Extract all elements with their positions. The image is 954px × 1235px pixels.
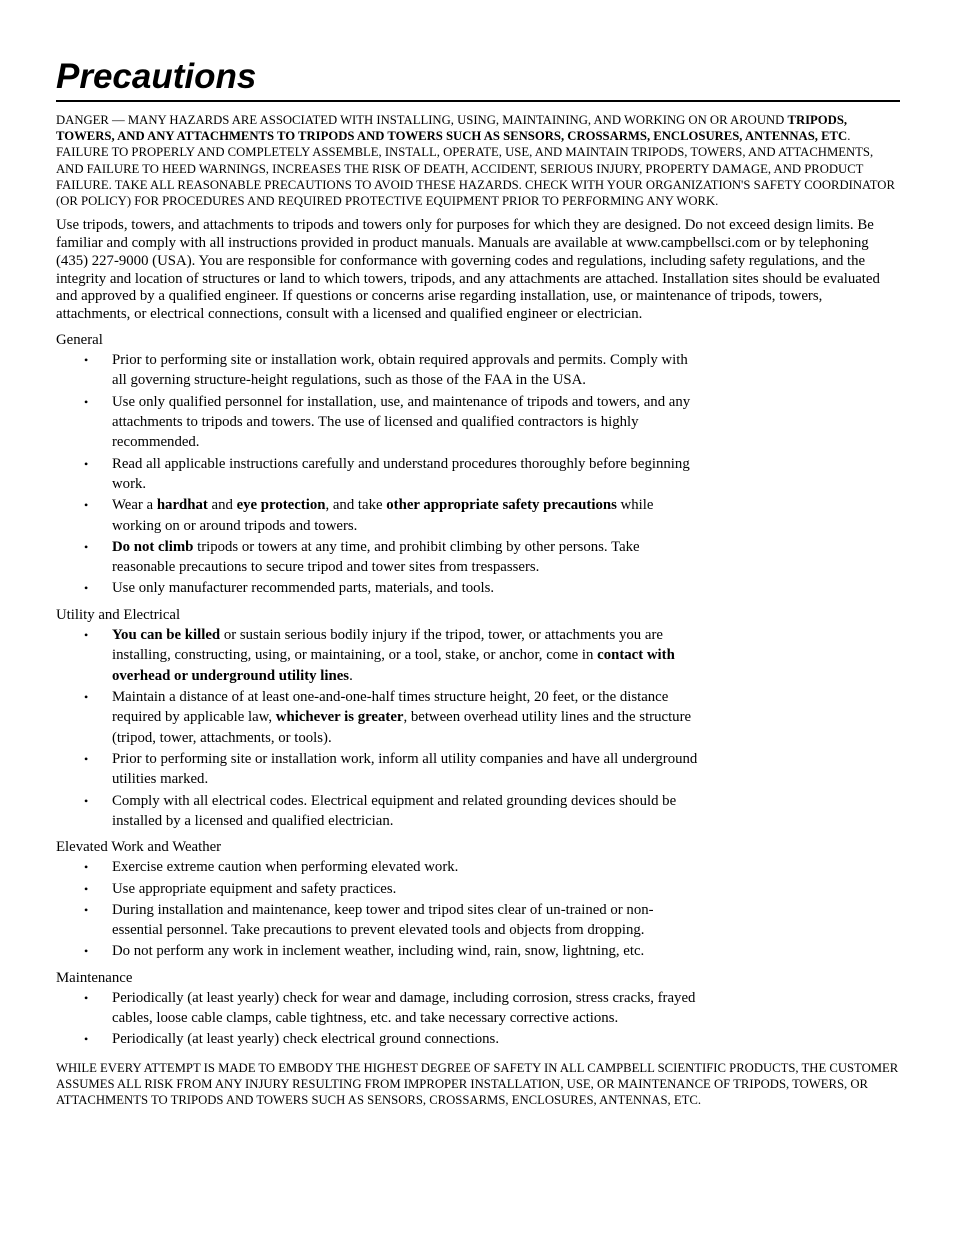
list-item [56, 392, 704, 453]
list-item [56, 749, 704, 790]
list-item [56, 941, 704, 961]
list-item-text: Read all applicable instructions carefully and understand procedures thoroughly before beginning work. [112, 455, 690, 493]
list-item [56, 879, 704, 899]
list-item [56, 537, 704, 578]
section-heading: Utility and Electrical [56, 606, 181, 623]
danger-text-start: DANGER — MANY HAZARDS ARE ASSOCIATED WITH INSTALLING, USING, MAINTAINING, AND WORKING ON OR AROUND [56, 113, 788, 127]
emphasis-do-not-climb: Do not climb [112, 538, 194, 555]
list-item [56, 578, 704, 598]
list-item [56, 1029, 704, 1049]
bullet-icon: • [84, 394, 89, 409]
bullet-list [56, 350, 704, 599]
list-item-text: Use only manufacturer recommended parts, materials, and tools. [112, 580, 495, 597]
list-item-text: tripods or towers at any time, and prohibit climbing by other persons. Take reasonable precautions to secure tripod and tower sites from trespassers. [112, 538, 640, 576]
bullet-icon: • [84, 689, 89, 704]
bullet-icon: • [84, 1032, 89, 1047]
list-item [56, 454, 704, 495]
emphasis-utility-lines: contact with overhead or underground utility lines [112, 647, 675, 684]
list-item-text: Exercise extreme caution when performing elevated work. [112, 859, 459, 876]
bullet-icon: • [84, 881, 89, 896]
list-item-text: Periodically (at least yearly) check electrical ground connections. [112, 1031, 500, 1048]
list-item-text: Comply with all electrical codes. Electrical equipment and related grounding devices should be installed by a licensed and qualified electrician. [112, 792, 677, 829]
bullet-icon: • [84, 902, 89, 917]
list-item-text: Prior to performing site or installation work, inform all utility companies and have all underground utilities marked. [112, 750, 698, 788]
list-item-text: Do not perform any work in inclement weather, including wind, rain, snow, lightning, etc. [112, 943, 645, 960]
list-item-text: or sustain serious bodily injury if the tripod, tower, or attachments you are installing, constructing, using, or maintaining, or a tool, stake, or anchor, come in [112, 626, 663, 664]
list-item-text: Periodically (at least yearly) check for wear and damage, including corrosion, stress cracks, frayed cables, loose cable clamps, cable tightness, etc. and take necessary corrective actions. [112, 989, 696, 1027]
list-item [56, 791, 704, 832]
intro-paragraph: Use tripods, towers, and attachments to tripods and towers only for purposes for which they are designed. Do not exceed design limits. Be familiar and comply with all instructions provided in product manuals. Manuals are available at www.campbellsci.com or by telephoning (435) 227-9000 (USA). You are responsible for conformance with governing codes and regulations, including safety regulations, and the integrity and location of structures or land to which towers, tripods, and any attachments are attached. Installation sites should be evaluated and approved by a qualified engineer. If questions or concerns arise regarding installation, use, or maintenance of tripods, towers, attachments, or electrical connections, consult with a licensed and qualified engineer or electrician. [56, 217, 880, 323]
danger-text-end: . FAILURE TO PROPERLY AND COMPLETELY ASSEMBLE, INSTALL, OPERATE, USE, AND MAINTAIN TRIPODS, TOWERS, AND ATTACHMENTS, AND FAILURE TO HEED WARNINGS, INCREASES THE RISK OF DEATH, ACCIDENT, SERIOUS INJURY, PROPERTY DAMAGE, AND PRODUCT FAILURE. TAKE ALL REASONABLE PRECAUTIONS TO AVOID THESE HAZARDS. CHECK WITH YOUR ORGANIZATION'S SAFETY COORDINATOR (OR POLICY) FOR PROCEDURES AND REQUIRED PROTECTIVE EQUIPMENT PRIOR TO PERFORMING ANY WORK. [56, 129, 895, 209]
danger-warning [56, 112, 900, 209]
emphasis-whichever-greater: whichever is greater [275, 709, 404, 726]
list-item-text: while working on or around tripods and towers. [112, 497, 654, 534]
bullet-icon: • [84, 581, 89, 596]
danger-text-bold: TRIPODS, TOWERS, AND ANY ATTACHMENTS TO TRIPODS AND TOWERS SUCH AS SENSORS, CROSSARMS, ENCLOSURES, ANTENNAS, ETC [56, 113, 848, 144]
bullet-icon: • [84, 627, 89, 642]
list-item-text: Wear a [112, 497, 157, 514]
bullet-list [56, 988, 704, 1050]
section-elevated-work-weather [56, 838, 900, 961]
list-item [56, 350, 704, 391]
bullet-icon: • [84, 793, 89, 808]
list-item-text: During installation and maintenance, keep tower and tripod sites clear of un-trained or non-essential personnel. Take precautions to prevent elevated tools and objects from dropping. [112, 901, 654, 939]
bullet-list [56, 857, 704, 961]
list-item-text: . [349, 667, 353, 684]
bullet-icon: • [84, 353, 89, 367]
section-heading: Maintenance [56, 969, 133, 986]
emphasis-you-can-be-killed: You can be killed [112, 626, 221, 643]
section-heading: Elevated Work and Weather [56, 839, 222, 856]
bullet-icon: • [84, 990, 89, 1005]
bullet-icon: • [84, 860, 89, 875]
list-item [56, 687, 704, 748]
list-item-text: and [207, 497, 237, 514]
bullet-icon: • [84, 944, 89, 959]
bullet-icon: • [84, 539, 89, 554]
list-item-text: , between overhead utility lines and the structure (tripod, tower, attachments, or tools). [112, 709, 692, 746]
list-item [56, 988, 704, 1029]
precautions-page [56, 56, 900, 1108]
bullet-icon: • [84, 498, 89, 513]
bullet-list [56, 625, 704, 831]
list-item-text: Prior to performing site or installation work, obtain required approvals and permits. Comply with all governing structure-height regulations, such as those of the FAA in the USA. [112, 352, 688, 389]
section-heading: General [56, 332, 103, 348]
list-item [56, 625, 704, 686]
list-item [56, 857, 704, 877]
section-utility-electrical [56, 606, 900, 831]
list-item-text: , and take [325, 497, 387, 514]
list-item-text: Maintain a distance of at least one-and-one-half times structure height, 20 feet, or the distance required by applicable law, [112, 688, 669, 726]
list-item-text: Use only qualified personnel for installation, use, and maintenance of tripods and towers, and any attachments to tripods and towers. The use of licensed and qualified contractors is highly recommended. [112, 393, 691, 451]
section-general [56, 331, 900, 599]
list-item [56, 900, 704, 941]
section-maintenance [56, 969, 900, 1050]
list-item [56, 495, 704, 536]
emphasis-eye-protection: eye protection [236, 497, 326, 514]
emphasis-safety-precautions: other appropriate safety precautions [386, 497, 617, 514]
liability-disclaimer: WHILE EVERY ATTEMPT IS MADE TO EMBODY THE HIGHEST DEGREE OF SAFETY IN ALL CAMPBELL SCIENTIFIC PRODUCTS, THE CUSTOMER ASSUMES ALL RISK FROM ANY INJURY RESULTING FROM IMPROPER INSTALLATION, USE, OR MAINTENANCE OF TRIPODS, TOWERS, OR ATTACHMENTS TO TRIPODS AND TOWERS SUCH AS SENSORS, CROSSARMS, ENCLOSURES, ANTENNAS, ETC. [56, 1060, 899, 1108]
list-item-text: Use appropriate equipment and safety practices. [112, 880, 397, 897]
bullet-icon: • [84, 751, 89, 766]
page-title: Precautions [56, 56, 900, 102]
bullet-icon: • [84, 456, 89, 471]
emphasis-hardhat: hardhat [156, 497, 208, 514]
